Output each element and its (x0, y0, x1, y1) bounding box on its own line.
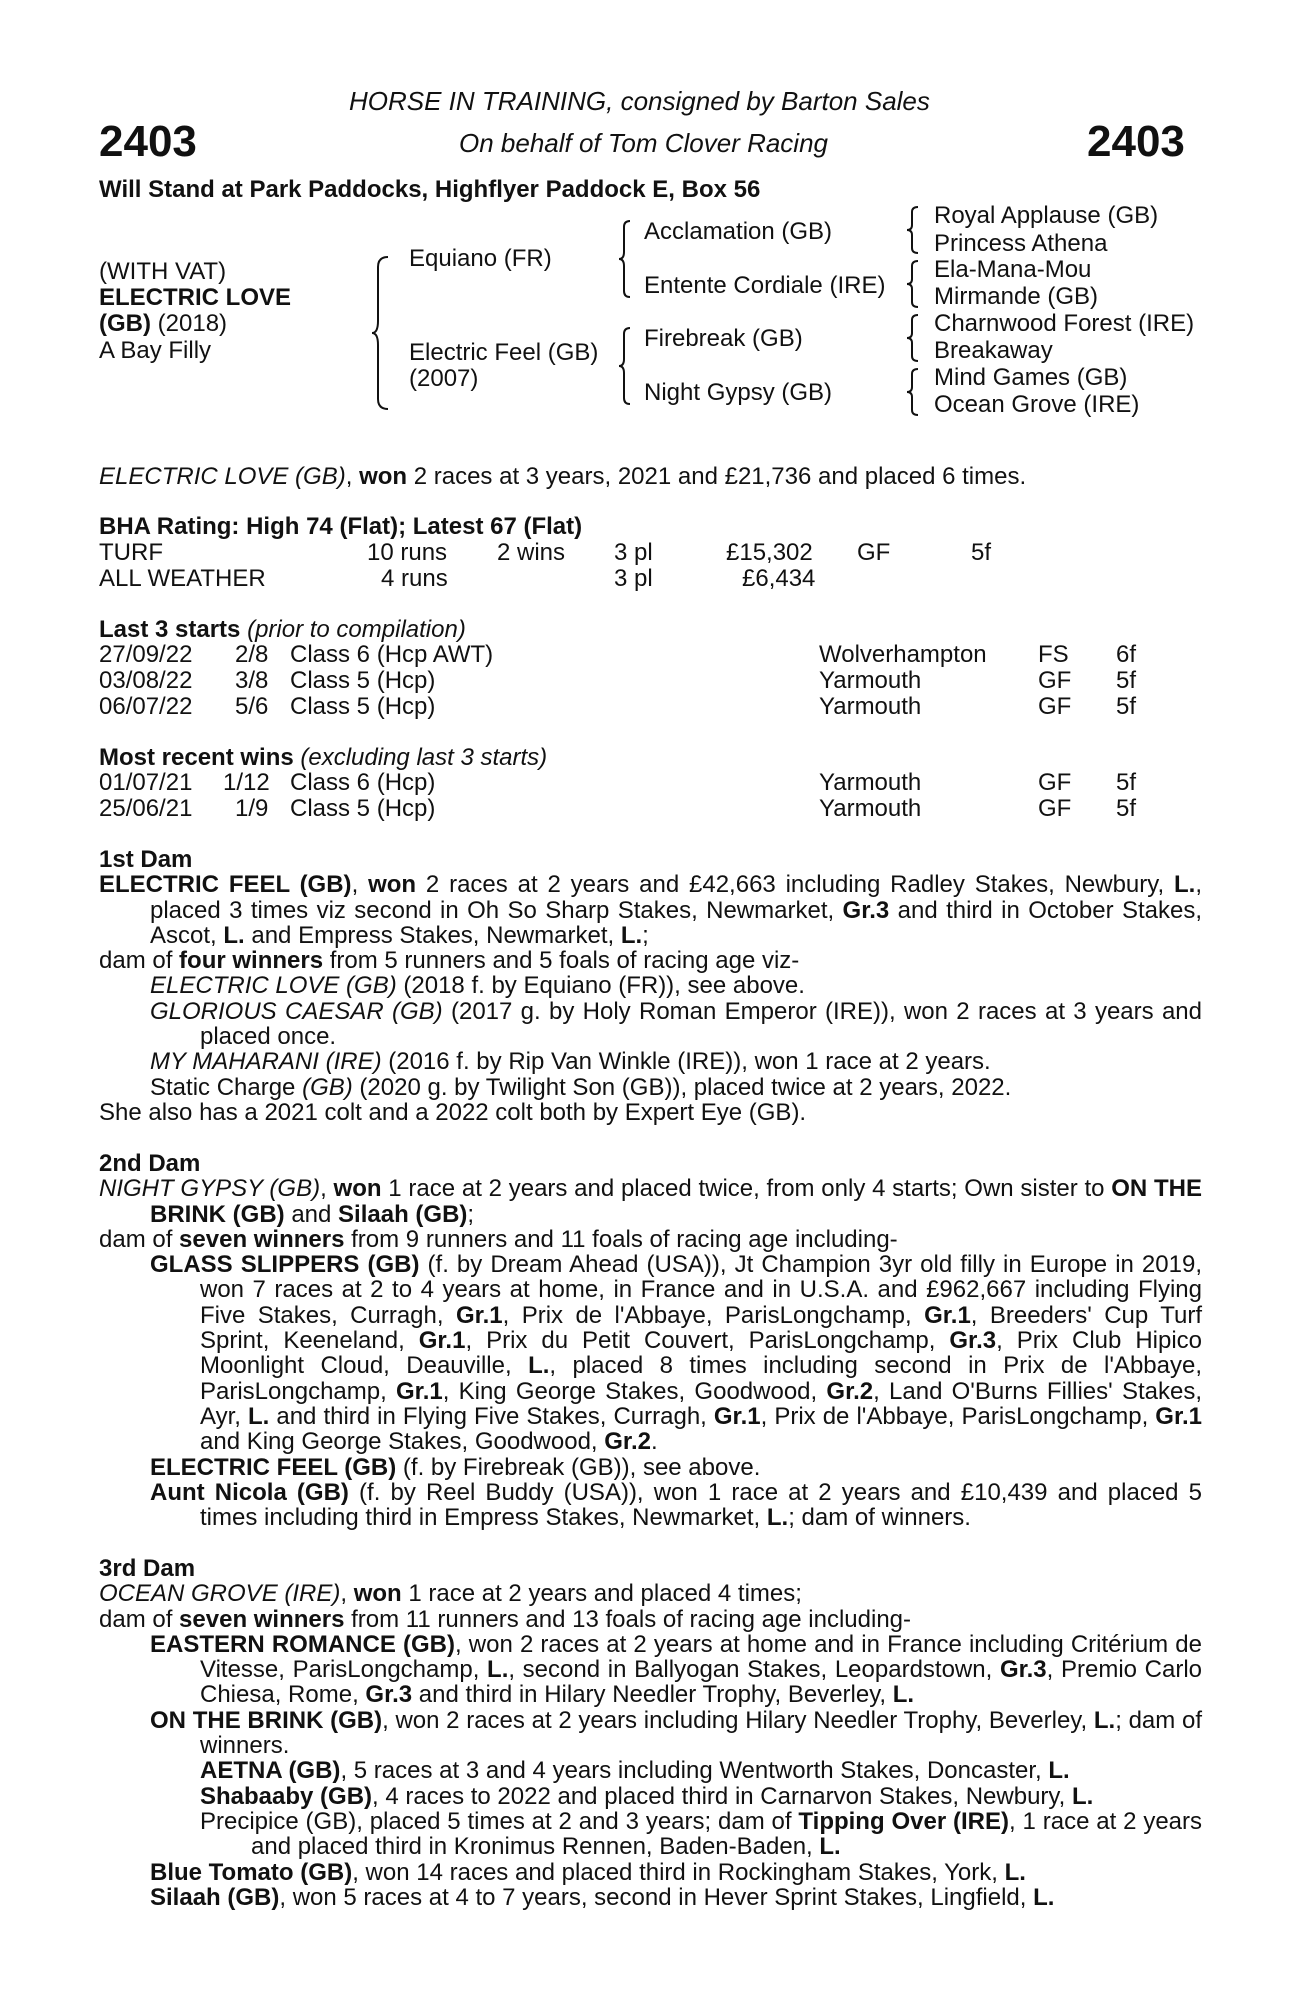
dam-dam: Night Gypsy (GB) (644, 379, 833, 406)
first-dam-heading: 1st Dam (99, 846, 193, 873)
gg-breakaway: Breakaway (934, 337, 1053, 364)
third-dam-section (99, 1556, 1202, 1910)
first-dam-record: ELECTRIC FEEL (GB), won 2 races at 2 years and £42,663 including Radley Stakes, Newbury, L., placed 3 times viz second in Oh So Sharp Stakes, Newmarket, Gr.3 and third in October Stakes, Ascot, L. and Empress Stakes, Newmarket, L.; (99, 871, 1202, 949)
gg-mirmande: Mirmande (GB) (934, 283, 1099, 310)
dam-name: Electric Feel (GB) (409, 339, 599, 366)
gg-charnwood-forest: Charnwood Forest (IRE) (934, 310, 1195, 337)
first-dam-produce: dam of four winners from 5 runners and 5 foals of racing age viz- (99, 947, 800, 975)
last3-heading: Last 3 starts (prior to compilation) (99, 616, 466, 643)
grandoffspring-shabaaby: Shabaaby (GB), 4 races to 2022 and placed third in Carnarvon Stakes, Newbury, L. (200, 1782, 1094, 1810)
offspring-silaah: Silaah (GB), won 5 races at 4 to 7 years, second in Hever Sprint Stakes, Lingfield, L. (150, 1883, 1055, 1911)
lot-number-right: 2403 (1087, 117, 1185, 166)
gg-ela-mana-mou: Ela-Mana-Mou (934, 256, 1092, 283)
lot-number-left: 2403 (99, 117, 197, 166)
first-dam-also: She also has a 2021 colt and a 2022 colt both by Expert Eye (GB). (99, 1098, 807, 1126)
horse-description: A Bay Filly (99, 337, 212, 364)
brace-g3 (905, 313, 921, 363)
grandoffspring-aetna: AETNA (GB), 5 races at 3 and 4 years including Wentworth Stakes, Doncaster, L. (200, 1757, 1070, 1785)
sire-sire: Acclamation (GB) (644, 218, 833, 245)
offspring-glorious-caesar: GLORIOUS CAESAR (GB) (2017 g. by Holy Roman Emperor (IRE)), won 2 races at 3 years and placed once. (150, 997, 1202, 1051)
race-summary: ELECTRIC LOVE (GB), won 2 races at 3 years, 2021 and £21,736 and placed 6 times. (99, 463, 1027, 490)
grandoffspring-precipice: Precipice (GB), placed 5 times at 2 and 3 years; dam of Tipping Over (IRE), 1 race at 2 years and placed third in Kronimus Rennen, Baden-Baden, L. (200, 1807, 1203, 1861)
offspring-electric-love: ELECTRIC LOVE (GB) (2018 f. by Equiano (FR)), see above. (150, 972, 805, 1000)
gg-mind-games: Mind Games (GB) (934, 364, 1128, 391)
second-dam-record: NIGHT GYPSY (GB), won 1 race at 2 years and placed twice, from only 4 starts; Own sister to ON THE BRINK (GB) and Silaah (GB); (99, 1175, 1203, 1228)
brace-g2 (905, 259, 921, 309)
offspring-glass-slippers: GLASS SLIPPERS (GB) (f. by Dream Ahead (USA)), Jt Champion 3yr old filly in Europe in 2019, won 7 races at 2 to 4 years at home, in France and in U.S.A. and £962,667 including Flying Five Stakes, Curragh, Gr.1, Prix de l'Abbaye, ParisLongchamp, Gr.1, Breeders' Cup Turf Sprint, Keeneland, Gr.1, Prix du Petit Couvert, ParisLongchamp, Gr.3, Prix Club Hipico Moonlight Cloud, Deauville, L., placed 8 times including second in Prix de l'Abbaye, ParisLongchamp, Gr.1, King George Stakes, Goodwood, Gr.2, Land O'Burns Fillies' Stakes, Ayr, L. and third in Flying Five Stakes, Curragh, Gr.1, Prix de l'Abbaye, ParisLongchamp, Gr.1 and King George Stakes, Goodwood, Gr.2. (150, 1251, 1203, 1456)
sire-dam: Entente Cordiale (IRE) (644, 272, 886, 299)
pedigree-brace-sire (617, 219, 633, 299)
offspring-aunt-nicola: Aunt Nicola (GB) (f. by Reel Buddy (USA)), won 1 race at 2 years and £10,439 and placed 5 times including third in Empress Stakes, Newmarket, L.; dam of winners. (150, 1478, 1202, 1532)
consignor-line: HORSE IN TRAINING, consigned by Barton Sales (349, 86, 930, 116)
horse-name: ELECTRIC LOVE (99, 284, 292, 311)
offspring-eastern-romance: EASTERN ROMANCE (GB), won 2 races at 2 years at home and in France including Critérium de Vitesse, ParisLongchamp, L., second in Ballyogan Stakes, Leopardstown, Gr.3, Premio Carlo Chiesa, Rome, Gr.3 and third in Hilary Needler Trophy, Beverley, L. (150, 1630, 1203, 1709)
sire-name: Equiano (FR) (409, 245, 552, 272)
brace-g4 (905, 367, 921, 417)
offspring-static-charge: Static Charge (GB) (2020 g. by Twilight Son (GB)), placed twice at 2 years, 2022. (150, 1073, 1012, 1101)
gg-royal-applause: Royal Applause (GB) (934, 202, 1159, 229)
second-dam-section (99, 1151, 1202, 1530)
first-dam-section (99, 847, 1202, 1125)
third-dam-produce: dam of seven winners from 11 runners and 13 foals of racing age including- (99, 1605, 912, 1633)
second-dam-produce: dam of seven winners from 9 runners and 11 foals of racing age including- (99, 1225, 898, 1253)
dam-sire: Firebreak (GB) (644, 325, 803, 352)
gg-princess-athena: Princess Athena (934, 230, 1108, 257)
horse-country-year: (GB) (2018) (99, 310, 228, 337)
stable-location: Will Stand at Park Paddocks, Highflyer Paddock E, Box 56 (99, 176, 761, 203)
dam-year: (2007) (409, 365, 479, 392)
pedigree-brace-dam (617, 326, 633, 406)
brace-g1 (905, 205, 921, 255)
pedigree-brace-main (370, 255, 392, 411)
recent-wins-heading: Most recent wins (excluding last 3 starts) (99, 744, 548, 771)
second-dam-heading: 2nd Dam (99, 1150, 201, 1177)
offspring-electric-feel: ELECTRIC FEEL (GB) (f. by Firebreak (GB)), see above. (150, 1453, 761, 1481)
offspring-blue-tomato: Blue Tomato (GB), won 14 races and placed third in Rockingham Stakes, York, L. (150, 1858, 1026, 1886)
vat-label: (WITH VAT) (99, 258, 227, 285)
bha-rating: BHA Rating: High 74 (Flat); Latest 67 (Flat) (99, 513, 583, 540)
third-dam-record: OCEAN GROVE (IRE), won 1 race at 2 years and placed 4 times; (99, 1580, 802, 1608)
on-behalf-line: On behalf of Tom Clover Racing (459, 128, 829, 158)
offspring-on-the-brink: ON THE BRINK (GB), won 2 races at 2 years including Hilary Needler Trophy, Beverley, L.; dam of winners. (150, 1706, 1202, 1760)
offspring-my-maharani: MY MAHARANI (IRE) (2016 f. by Rip Van Winkle (IRE)), won 1 race at 2 years. (150, 1048, 991, 1076)
third-dam-heading: 3rd Dam (99, 1555, 196, 1582)
gg-ocean-grove: Ocean Grove (IRE) (934, 391, 1140, 418)
